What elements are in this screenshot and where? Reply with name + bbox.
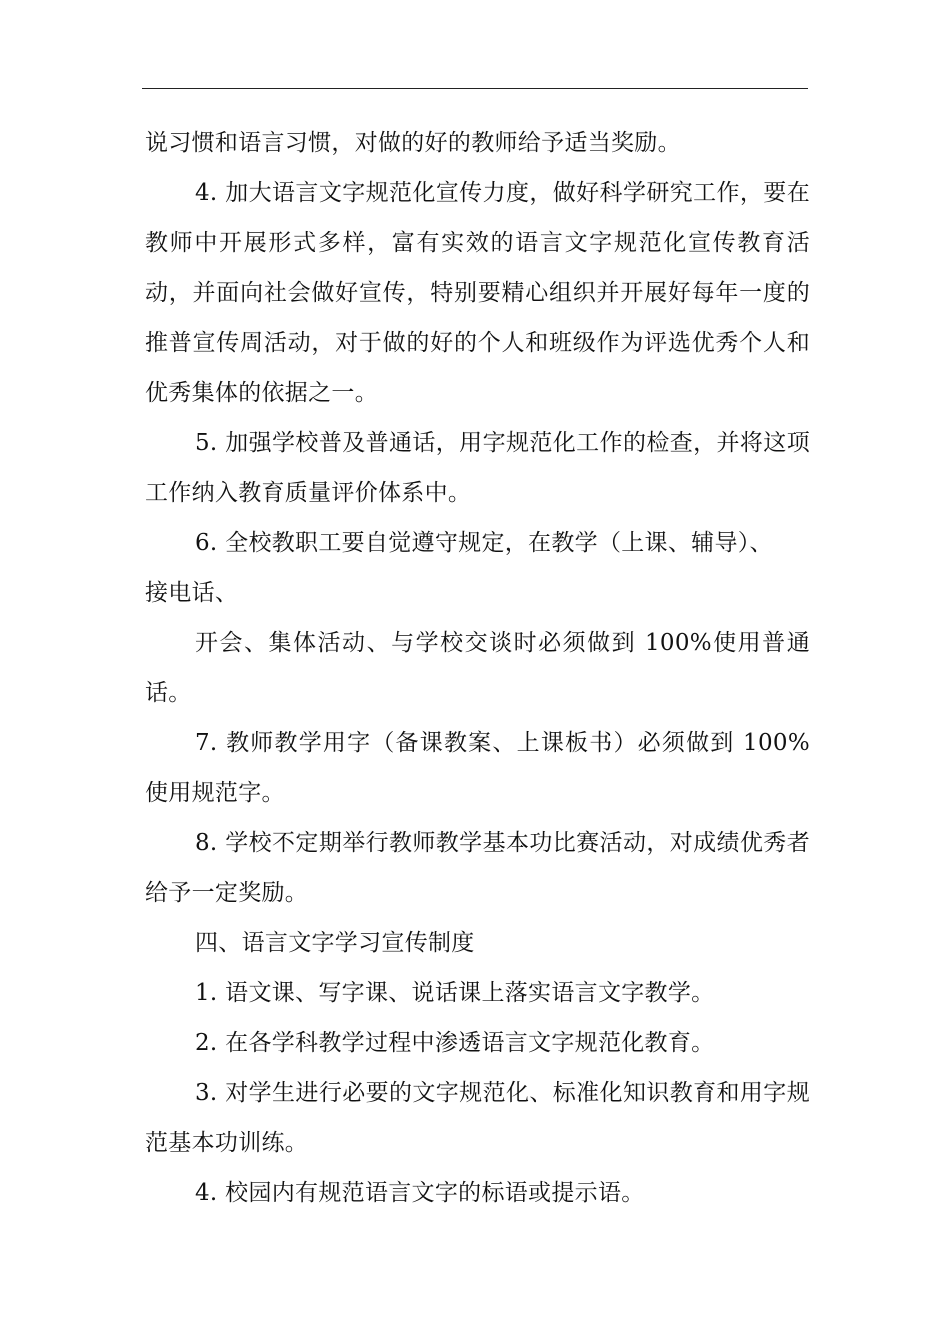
paragraph-continuation: 说习惯和语言习惯，对做的好的教师给予适当奖励。 [145, 130, 681, 156]
paragraph-item-6-meeting: 开会、集体活动、与学校交谈时必须做到 100%使用普通话。 [145, 630, 810, 706]
paragraph-item-2: 2. 在各学科教学过程中渗透语言文字规范化教育。 [195, 1030, 715, 1056]
paragraph-item-6-cont: 接电话、 [145, 580, 239, 606]
paragraph-item-4b: 4. 校园内有规范语言文字的标语或提示语。 [195, 1180, 645, 1206]
document-body [145, 118, 810, 1218]
paragraph-item-1: 1. 语文课、写字课、说话课上落实语言文字教学。 [195, 980, 715, 1006]
section-heading: 四、语言文字学习宣传制度 [195, 930, 475, 956]
paragraph-item-8: 8. 学校不定期举行教师教学基本功比赛活动，对成绩优秀者给予一定奖励。 [145, 830, 810, 906]
paragraph-item-6: 6. 全校教职工要自觉遵守规定，在教学（上课、辅导）、 [195, 530, 773, 556]
paragraph-item-7: 7. 教师教学用字（备课教案、上课板书）必须做到 100%使用规范字。 [145, 730, 810, 806]
paragraph-item-5: 5. 加强学校普及普通话，用字规范化工作的检查，并将这项工作纳入教育质量评价体系中。 [145, 430, 810, 506]
paragraph-item-3: 3. 对学生进行必要的文字规范化、标准化知识教育和用字规范基本功训练。 [145, 1080, 810, 1156]
header-rule [142, 88, 808, 89]
paragraph-item-4: 4. 加大语言文字规范化宣传力度，做好科学研究工作，要在教师中开展形式多样，富有实效的语言文字规范化宣传教育活动，并面向社会做好宣传，特别要精心组织并开展好每年一度的推普宣传周活动，对于做的好的个人和班级作为评选优秀个人和优秀集体的依据之一。 [145, 180, 810, 406]
